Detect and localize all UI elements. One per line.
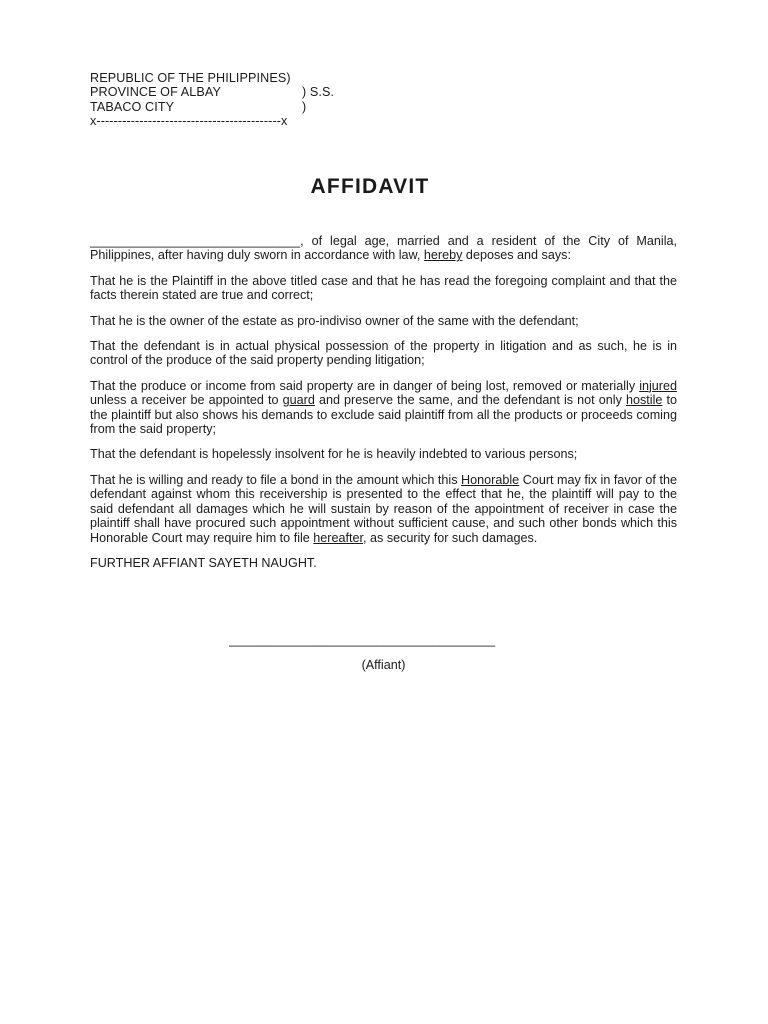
- paragraph-owner: That he is the owner of the estate as pro-indiviso owner of the same with the defendant;: [90, 313, 579, 328]
- bond-text-b: Court may fix in favor of the defendant against whom this receivership is presented to the effect that he, the plaintiff will pay to the said defendant all damages which he will sustain by reason of the appointment of receiver in case the plaintiff shall have procured such appointment without sufficient cause, and such other bonds which this Honorable Court may require him to file: [90, 472, 677, 545]
- affidavit-body: [90, 234, 677, 581]
- signature-label: (Affiant): [361, 658, 406, 672]
- intro-text-b: deposes and says:: [462, 248, 571, 263]
- affiant-name-blank: ______________________________: [90, 234, 301, 248]
- signature-line: ______________________________________: [229, 633, 496, 647]
- venue-province: [90, 85, 335, 100]
- bond-text-a: That he is willing and ready to file a bond in the amount which this: [90, 472, 462, 487]
- venue-republic: [90, 71, 291, 85]
- danger-text-c: and preserve the same, and the defendant is not only: [314, 393, 626, 408]
- bond-text-c: , as security for such damages.: [363, 530, 538, 545]
- paragraph-insolvent: That the defendant is hopelessly insolvent for he is heavily indebted to various persons;: [90, 447, 578, 462]
- intro-text-a: , of legal age, married and a resident of the City of Manila, Philippines, after having duly sworn in accordance with law,: [90, 234, 677, 263]
- document-title: AFFIDAVIT: [310, 175, 430, 198]
- paragraph-closing: FURTHER AFFIANT SAYETH NAUGHT.: [90, 555, 317, 570]
- venue-city: [90, 99, 307, 114]
- underlined-hereby: hereby: [423, 248, 463, 263]
- underlined-injured: injured: [639, 378, 677, 393]
- paragraph-plaintiff: That he is the Plaintiff in the above titled case and that he has read the foregoing complaint and that the facts therein stated are true and correct;: [90, 273, 677, 303]
- underlined-honorable: Honorable: [461, 472, 520, 487]
- venue-separator: x-------------------------------------------x: [90, 114, 288, 129]
- paragraph-possession: That the defendant is in actual physical possession of the property in litigation and as such, he is in control of the produce of the said property pending litigation;: [90, 339, 677, 368]
- underlined-hereafter: hereafter: [313, 530, 364, 545]
- paragraph-danger: [90, 379, 677, 437]
- paragraph-bond: [90, 473, 677, 545]
- venue-ss: ) S.S.: [302, 85, 335, 100]
- danger-text-a: That the produce or income from said property are in danger of being lost, removed or materially: [90, 378, 640, 393]
- venue-province-text: PROVINCE OF ALBAY: [90, 85, 221, 100]
- venue-block: [90, 71, 335, 129]
- underlined-guard: guard: [282, 393, 315, 408]
- venue-republic-text: REPUBLIC OF THE PHILIPPINES): [90, 71, 291, 85]
- danger-text-d: to the plaintiff but also shows his demands to exclude said plaintiff from all the products or proceeds coming from the said property;: [90, 393, 677, 437]
- underlined-hostile: hostile: [625, 393, 663, 408]
- venue-city-text: TABACO CITY: [90, 99, 175, 114]
- paragraph-intro: [90, 234, 677, 263]
- venue-city-paren: ): [302, 99, 307, 114]
- danger-text-b: unless a receiver be appointed to: [90, 393, 283, 408]
